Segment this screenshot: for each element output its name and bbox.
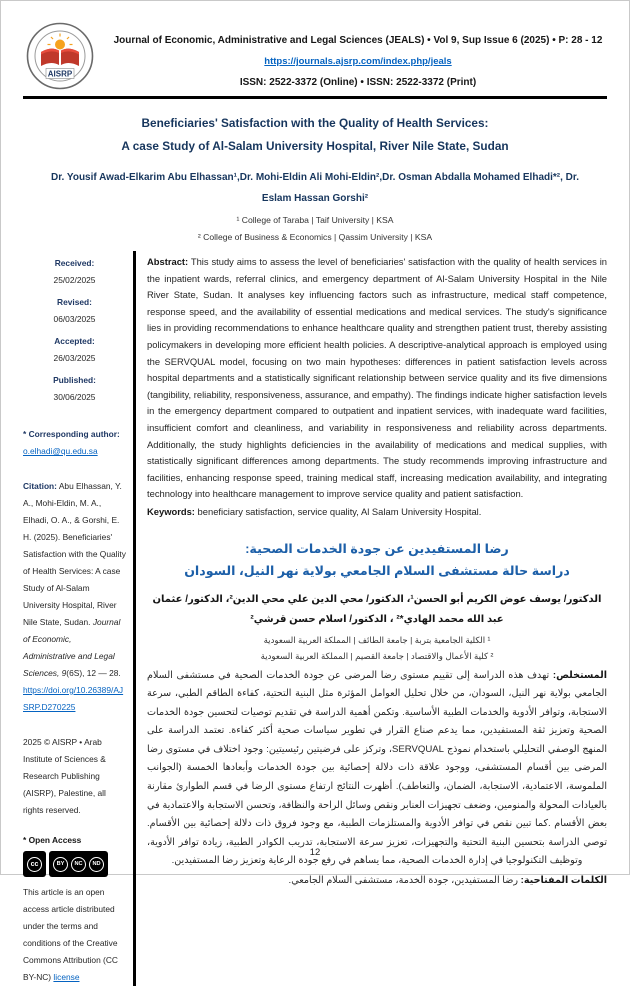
- accepted-label: Accepted:: [54, 336, 95, 346]
- copyright-notice: 2025 © AISRP • Arab Institute of Sciences & Research Publishing (AISRP), Palestine, all rights reserved.: [23, 737, 106, 815]
- cc-by-icon: BY: [53, 857, 68, 872]
- keywords-english: [147, 504, 607, 521]
- issn-line: ISSN: 2522-3372 (Online) • ISSN: 2522-3372 (Print): [239, 77, 477, 88]
- affiliation-2: ² College of Business & Economics | Qassim University | KSA: [197, 232, 433, 242]
- arabic-abstract-label: المستخلص:: [552, 669, 607, 681]
- license-note-text: This article is an open access article distributed under the terms and conditions of the Creative Commons Attribution (CC BY-NC): [23, 887, 118, 982]
- aisrp-logo: [26, 22, 94, 90]
- authors-arabic: الدكتور/ يوسف عوض الكريم أبو الحسن¹، الدكتور/ محي الدين علي محي الدين²، الدكتور/ عثمان عبد الله محمد الهادي*² ، الدكتور/ اسلام حسن قرشي²: [152, 593, 602, 625]
- content-columns: [23, 251, 607, 986]
- abstract-label: Abstract:: [147, 256, 189, 267]
- accepted-date-block: [23, 333, 126, 367]
- published-label: Published:: [53, 375, 96, 385]
- page-number: 12: [309, 847, 321, 858]
- authors-line-2: Eslam Hassan Gorshi²: [261, 193, 369, 204]
- abstract-text: This study aims to assess the level of beneficiaries' satisfaction with the quality of health services in the inpatient wards, referral clinics, and emergency department of Al-Salam University Hospital in the Nile River State, Sudan. It analyses key influencing factors such as infrastructure, medical staff competence, response speed, and the availability of essential medications and medical services. The study's significance lies in providing recommendations to enhance healthcare quality and strengthen patient trust, thereby assisting policymakers in developing more efficient health policies. A descriptive-analytical approach is employed using the SERVQUAL model, focusing on two main hypotheses: differences in patient satisfaction levels across hospital departments and a statistically significant relationship between service quality and its five dimensions (tangibility, reliability, responsiveness, assurance, and empathy). The findings indicate higher satisfaction levels in the emergency department compared to outpatient and inpatient services, with inadequate ward facilities, insufficient comfort and cleanliness, and variability in responsiveness and reliability across departments. Additionally, the study highlights deficiencies in the availability of medications and medical supplies, with statistically significant differences among departments. The study recommends improving infrastructure and facilities, enhancing response speed, training medical staff, increasing medication availability, and integrating technology into healthcare management to improve service quality and patient satisfaction.: [147, 256, 607, 500]
- published-value: 30/06/2025: [53, 392, 96, 402]
- arabic-abstract-text: تهدف هذه الدراسة إلى تقييم مستوى رضا المرضى عن جودة الخدمات الصحية في مستشفى السلام الجامعي بولاية نهر النيل، السودان، من خلال تحليل العوامل المؤثرة مثل البنية التحتية، كفاءة الطاقم الطبي، سرعة الاستجابة، وتوافر الأدوية والخدمات الطبية الأساسية. وتكمن أهمية الدراسة في تقديم توصيات لتحسين جودة الخدمات الصحية وتعزيز ثقة المستفيدين، مما يدعم صناع القرار في تطوير سياسات صحية أكثر كفاءة. تعتمد الدراسة على المنهج الوصفي التحليلي باستخدام نموذج SERVQUAL، وتركز على فرضيتين رئيسيتين: وجود اختلاف في مستوى رضا المرضى بين أقسام المستشفى، ووجود علاقة ذات دلالة إحصائية بين جودة الخدمات وأبعادها الخمسة (الجوانب الملموسة، الاعتمادية، الاستجابة، الضمان، والتعاطف). أظهرت النتائج ارتفاع مستوى الرضا في قسم الطوارئ مقارنة بالعيادات المحولة والمنومين، وضعف تجهيزات العنابر ونقص وسائل الراحة والنظافة، وتحسن الاستجابة والاعتمادية في بعض الأقسام .كما تبين نقص في توافر الأدوية والمستلزمات الطبية، مع وجود فروق ذات دلالة إحصائية بين الأقسام. توصي الدراسة بتحسين البنية التحتية والتجهيزات، تعزيز سرعة الاستجابة، تدريب الكوادر الطبية، زيادة توافر الأدوية، وتوظيف التكنولوجيا في إدارة الخدمات الصحية، مما يساهم في رفع جودة الرعاية وتعزيز رضا المستفيدين.: [147, 669, 607, 867]
- cc-circle-icon: cc: [27, 857, 42, 872]
- title-line-1: Beneficiaries' Satisfaction with the Quality of Health Services:: [141, 116, 489, 130]
- keywords-label: Keywords:: [147, 505, 195, 517]
- open-access-label: * Open Access: [23, 835, 82, 845]
- header-text-block: [109, 25, 607, 88]
- citation-label: Citation:: [23, 481, 57, 491]
- arabic-title-line-1: رضا المستفيدين عن جودة الخدمات الصحية:: [245, 541, 509, 556]
- citation-text: Abu Elhassan, Y. A., Mohi-Eldin, M. A., Elhadi, O. A., & Gorshi, E. H. (2025). Beneficiaries' Satisfaction with the Quality of Health Services: A case Study of Al-Salam University Hospital, River Nile State, Sudan.: [23, 481, 126, 627]
- affiliation-1: ¹ College of Taraba | Taif University | KSA: [236, 215, 394, 225]
- license-link[interactable]: license: [53, 972, 80, 982]
- arabic-affiliation-2: ² كلية الأعمال والاقتصاد | جامعة القصيم | المملكة العربية السعودية: [260, 650, 494, 661]
- received-date-block: [23, 255, 126, 289]
- metadata-sidebar: [23, 251, 133, 986]
- arabic-keywords-label: الكلمات المفتاحية:: [520, 875, 607, 887]
- citation-block: [23, 478, 126, 716]
- journal-url-link[interactable]: https://journals.ajsrp.com/index.php/jeals: [264, 56, 452, 67]
- abstract-english: [147, 254, 607, 503]
- article-title-arabic: [147, 538, 607, 582]
- keywords-arabic: [147, 872, 607, 890]
- article-title-english: [1, 112, 629, 158]
- title-line-2: A case Study of Al-Salam University Hospital, River Nile State, Sudan: [121, 139, 509, 153]
- affiliations-english: [1, 212, 629, 246]
- cc-nc-icon: NC: [71, 857, 86, 872]
- received-label: Received:: [54, 258, 95, 268]
- svg-text:AISRP: AISRP: [47, 69, 73, 79]
- citation-journal-italic: Journal of Economic, Administrative and Legal Sciences, 9: [23, 617, 121, 678]
- revised-value: 06/03/2025: [53, 314, 96, 324]
- affiliations-arabic: [147, 632, 607, 664]
- published-date-block: [23, 372, 126, 406]
- accepted-value: 26/03/2025: [53, 353, 96, 363]
- cc-nd-icon: ND: [89, 857, 104, 872]
- keywords-text: beneficiary satisfaction, service quality, Al Salam University Hospital.: [197, 505, 482, 517]
- arabic-keywords-text: رضا المستفيدين، جودة الخدمة، مستشفى السلام الجامعي.: [288, 875, 521, 887]
- revised-date-block: [23, 294, 126, 328]
- arabic-affiliation-1: ¹ الكلية الجامعية بتربة | جامعة الطائف | المملكة العربية السعودية: [263, 634, 491, 645]
- corresponding-author-email-link[interactable]: o.elhadi@qu.edu.sa: [23, 446, 98, 456]
- main-column: [136, 251, 607, 986]
- corresponding-author-label: * Corresponding author:: [23, 429, 120, 439]
- arabic-title-line-2: دراسة حالة مستشفى السلام الجامعي بولاية نهر النيل، السودان: [184, 563, 570, 578]
- aisrp-logo-icon: [26, 22, 94, 90]
- abstract-arabic: [147, 667, 607, 872]
- journal-title-line: Journal of Economic, Administrative and Legal Sciences (JEALS) • Vol 9, Sup Issue 6 (2025) • P: 28 - 12: [113, 35, 603, 46]
- received-value: 25/02/2025: [53, 275, 96, 285]
- citation-doi-link[interactable]: https://doi.org/10.26389/AJSRP.D270225: [23, 685, 124, 712]
- revised-label: Revised:: [57, 297, 92, 307]
- authors-english: [1, 167, 629, 209]
- authors-line-1: Dr. Yousif Awad-Elkarim Abu Elhassan¹,Dr. Mohi-Eldin Ali Mohi-Eldin²,Dr. Osman Abdalla Mohamed Elhadi*², Dr.: [50, 172, 580, 183]
- corresponding-author-block: [23, 426, 126, 460]
- journal-header: [23, 1, 607, 99]
- license-note: [23, 884, 126, 986]
- citation-issue-pages: (6S), 12 — 28.: [66, 668, 121, 678]
